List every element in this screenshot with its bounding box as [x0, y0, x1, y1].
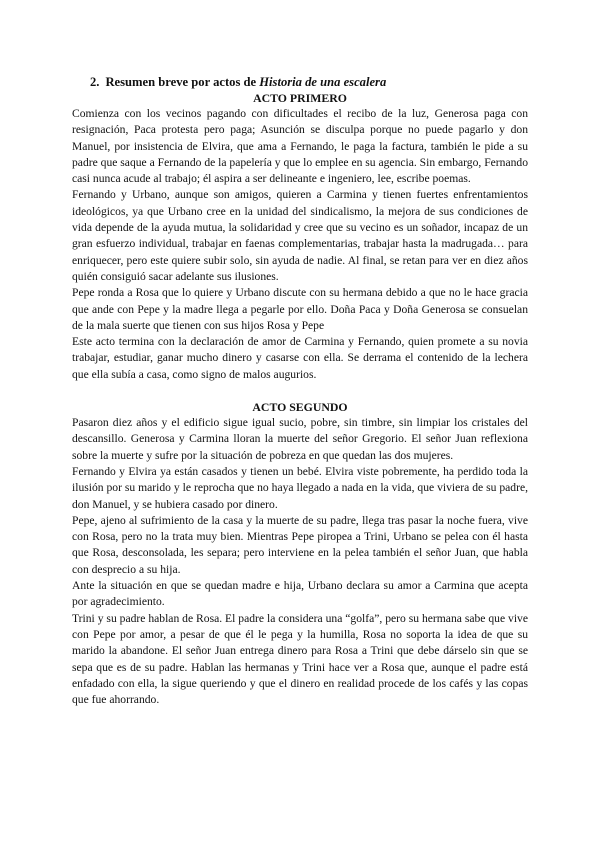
act2-paragraph: Pepe, ajeno al sufrimiento de la casa y la muerte de su padre, llega tras pasar la noche fuera, vive con Rosa, pero no la trata muy bien. Mientras Pepe piropea a Trini, Urbano se pelea con él hasta que Rosa, desconsolada, les separa; pero interviene en la pelea también el señor Juan, que habla con desprecio a su hija. [72, 513, 528, 576]
act1-paragraph: Fernando y Urbano, aunque son amigos, quieren a Carmina y tienen fuertes enfrentamientos ideológicos, ya que Urbano cree en la unidad del sindicalismo, la mejora de sus condiciones de vida depende de la ayuda mutua, la solidaridad y cree que su vecino es un soñador, incapaz de un gran esfuerzo individual, trabajar en faenas complementarias, trabajar hasta la madrugada… para enriquecer, pero este quiere subir solo, sin ayuda de nadie. Al final, se retan para ver en diez años quién consiguió sacar adelante sus ilusiones. [72, 188, 528, 283]
section-title [90, 74, 528, 90]
document-page [72, 74, 528, 708]
act2-paragraph: Ante la situación en que se quedan madre e hija, Urbano declara su amor a Carmina que acepta por agradecimiento. [72, 579, 528, 609]
section-title-italic: Historia de una escalera [259, 75, 387, 89]
act1-paragraph: Este acto termina con la declaración de amor de Carmina y Fernando, quien promete a su novia trabajar, estudiar, ganar mucho dinero y casarse con ella. Se derrama el contenido de la lechera que ella subía a casa, como signo de malos augurios. [72, 335, 528, 381]
act2-paragraph: Fernando y Elvira ya están casados y tienen un bebé. Elvira viste pobremente, ha perdido toda la ilusión por su marido y le reprocha que no haya llegado a nada en la vida, que viviera de su padre, don Manuel, y se hubiera casado por dinero. [72, 464, 528, 511]
act2-paragraph: Pasaron diez años y el edificio sigue igual sucio, pobre, sin timbre, sin limpiar los cristales del descansillo. Generosa y Carmina lloran la muerte del señor Gregorio. El señor Juan reflexiona sobre la muerte y sufre por la situación de pobreza en que quedan las dos mujeres. [72, 416, 528, 462]
section-number: 2. [90, 75, 100, 89]
section-title-prefix: Resumen breve por actos de [105, 75, 260, 89]
act1-paragraph: Pepe ronda a Rosa que lo quiere y Urbano discute con su hermana debido a que no le hace gracia que ande con Pepe y la madre llega a pegarle por ello. Doña Paca y Doña Generosa se consuelan de la mala suerte que tienen con sus hijos Rosa y Pepe [72, 286, 528, 332]
act-heading-first: ACTO PRIMERO [253, 91, 347, 105]
act-heading-second: ACTO SEGUNDO [252, 400, 348, 415]
act2-paragraph: Trini y su padre hablan de Rosa. El padre la considera una “golfa”, pero su hermana sabe que vive con Pepe por amor, a pesar de que él le pega y la humilla, Rosa no soporta la idea de que su marido la abandone. El señor Juan entrega dinero para Rosa a Trini que debe dárselo sin que se sepa que es de su padre. Hablan las hermanas y Trini hace ver a Rosa que, aunque el padre está enfadado con ella, la sigue queriendo y que el dinero en realidad procede de los cafés y las copas que fue ahorrando. [72, 611, 528, 707]
act1-paragraph: Comienza con los vecinos pagando con dificultades el recibo de la luz, Generosa paga con resignación, Paca protesta pero paga; Asunción se disculpa porque no puede pagarlo y don Manuel, por insistencia de Elvira, que ama a Fernando, le paga la factura, también le pide a su padre que saque a Fernando de la papelería y que lo emplee en su agencia. Sin embargo, Fernando casi nunca acude al trabajo; él aspira a ser delineante e ingeniero, lee, escribe poemas. [72, 107, 528, 186]
